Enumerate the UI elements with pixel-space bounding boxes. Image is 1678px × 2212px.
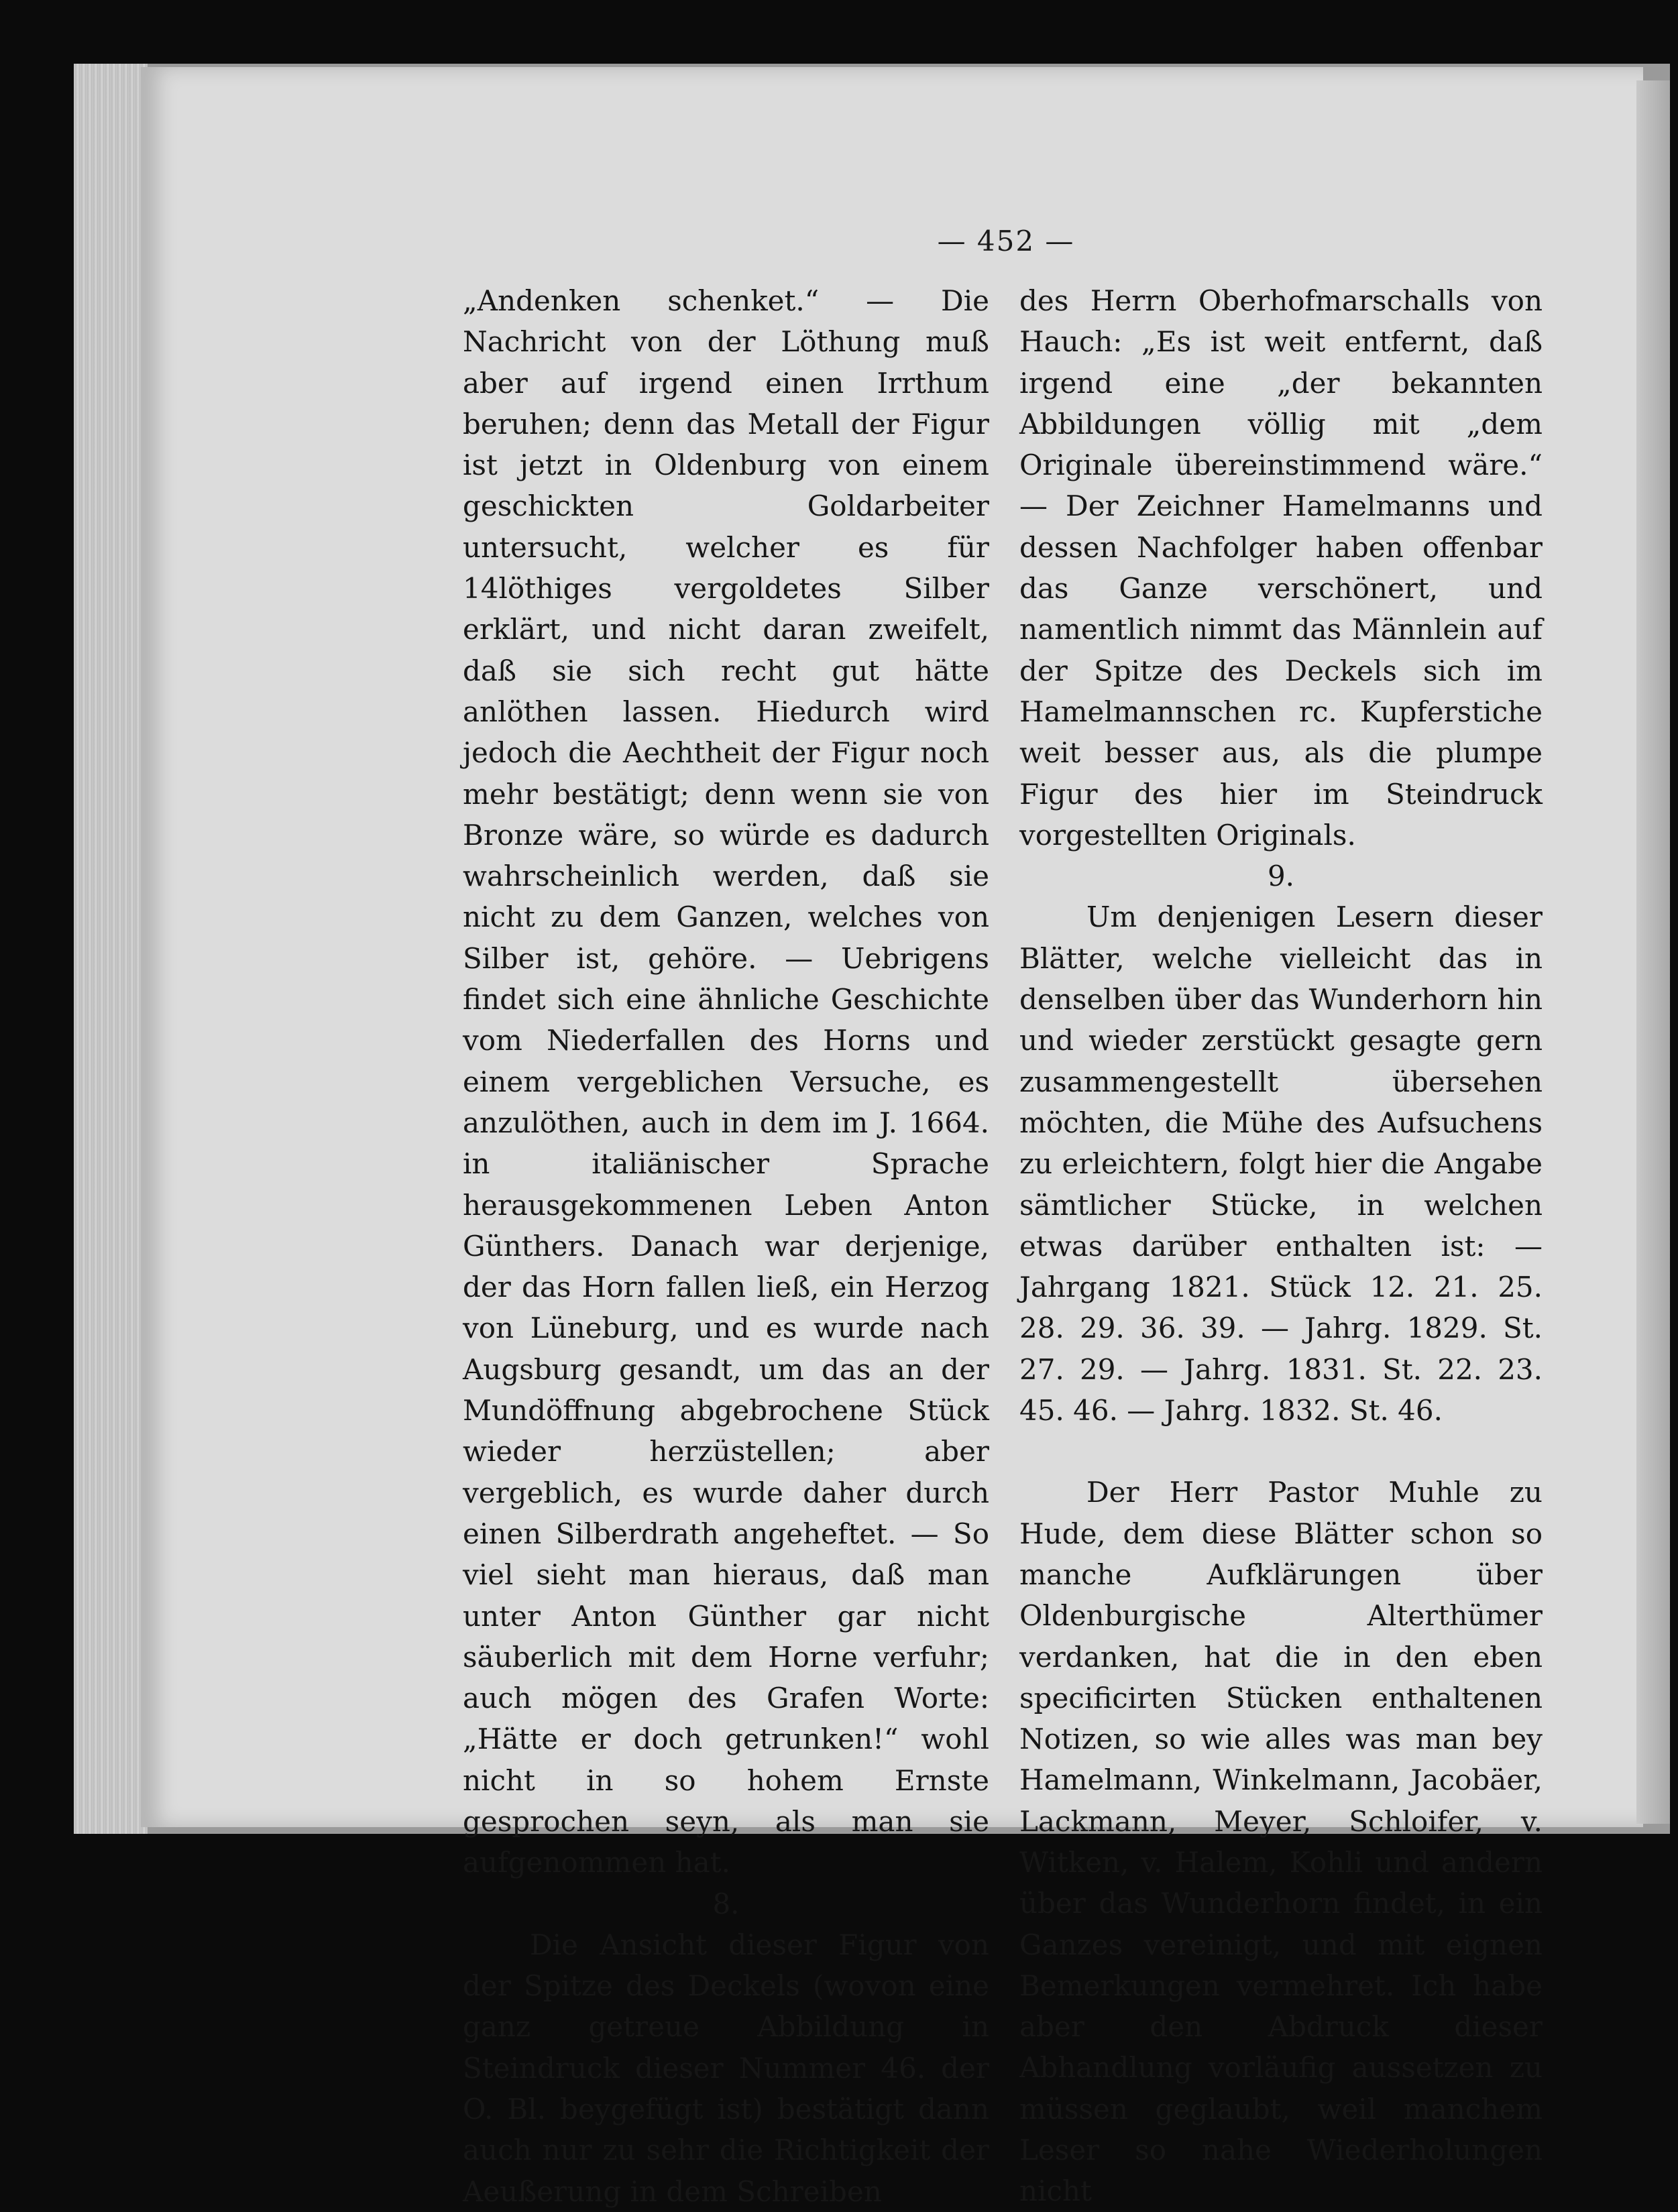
page-edges [74,64,148,1834]
right-paragraph-2: Um denjenigen Lesern dieser Blätter, welche vielleicht das in denselben über das Wunderhorn hin und wieder zerstückt gesagte gern zusammengestellt übersehen möchten, die Mühe des Aufsuchens zu erleichtern, folgt hier die Angabe sämtlicher Stücke, in welchen etwas darüber enthalten ist: — Jahrgang 1821. Stück 12. 21. 25. 28. 29. 36. 39. — Jahrg. 1829. St. 27. 29. — Jahrg. 1831. St. 22. 23. 45. 46. — Jahrg. 1832. St. 46. [1019,900,1543,1428]
page-number: — 452 — [937,225,1075,257]
paragraph-gap [1019,1431,1543,1472]
right-column [1019,280,1543,2212]
left-column [463,280,989,2212]
right-paragraph-3: Der Herr Pastor Muhle zu Hude, dem diese Blätter schon so manche Aufklärungen über Oldenburgische Alterthümer verdanken, hat die in den eben specificirten Stücken enthaltenen Notizen, so wie alles was man bey Hamelmann, Winkelmann, Jacobäer, Lackmann, Meyer, Schloifer, v. Witken, v. Halem, Kohli und andern über das Wunderhorn findet, in ein Ganzes vereinigt, und mit eignen Bemerkungen vermehret. Ich habe aber den Abdruck dieser Abhandlung vorläufig aussetzen zu müssen geglaubt, weil manchem Leser so nahe Wiederholungen nicht [1019,1476,1543,2208]
left-paragraph-2: Die Ansicht dieser Figur von der Spitze des Deckels (wovon eine ganz getreue Abbildung in Steindruck dieser Nummer 46. der O. Bl. beygefügt ist) bestätigt dann auch nur zu sehr die Richtigkeit der Aeußerung in dem Schreiben [463,1928,989,2208]
left-paragraph-1: „Andenken schenket.“ — Die Nachricht von der Löthung muß aber auf irgend einen Irrthum beruhen; denn das Metall der Figur ist jetzt in Oldenburg von einem geschickten Goldarbeiter untersucht, welcher es für 14löthiges vergoldetes Silber erklärt, und nicht daran zweifelt, daß sie sich recht gut hätte anlöthen lassen. Hiedurch wird jedoch die Aechtheit der Figur noch mehr bestätigt; denn wenn sie von Bronze wäre, so würde es dadurch wahrscheinlich werden, daß sie nicht zu dem Ganzen, welches von Silber ist, gehöre. — Uebrigens findet sich eine ähnliche Geschichte vom Niederfallen des Horns und einem vergeblichen Versuche, es anzulöthen, auch in dem im J. 1664. in italiänischer Sprache herausgekommenen Leben Anton Günthers. Danach war derjenige, der das Horn fallen ließ, ein Herzog von Lüneburg, und es wurde nach Augsburg gesandt, um das an der Mundöffnung abgebrochene Stück wieder herzüstellen; aber vergeblich, es wurde daher durch einen Silberdrath angeheftet. — So viel sieht man hieraus, daß man unter Anton Günther gar nicht säuberlich mit dem Horne verfuhr; auch mögen des Grafen Worte: „Hätte er doch getrunken!“ wohl nicht in so hohem Ernste gesprochen seyn, als man sie aufgenommen hat. [463,284,989,1879]
section-number-8: 8. [712,1887,740,1920]
next-page-edge [1636,80,1670,1824]
section-number-9: 9. [1267,860,1295,893]
right-paragraph-1: des Herrn Oberhofmarschalls von Hauch: „Es ist weit entfernt, daß irgend eine „der bekannten Abbildungen völlig mit „dem Originale übereinstimmend wäre.“ — Der Zeichner Hamelmanns und dessen Nachfolger haben offenbar das Ganze verschönert, und namentlich nimmt das Männlein auf der Spitze des Deckels sich im Hamelmannschen rc. Kupferstiche weit besser aus, als die plumpe Figur des hier im Steindruck vorgestellten Originals. [1019,284,1543,852]
